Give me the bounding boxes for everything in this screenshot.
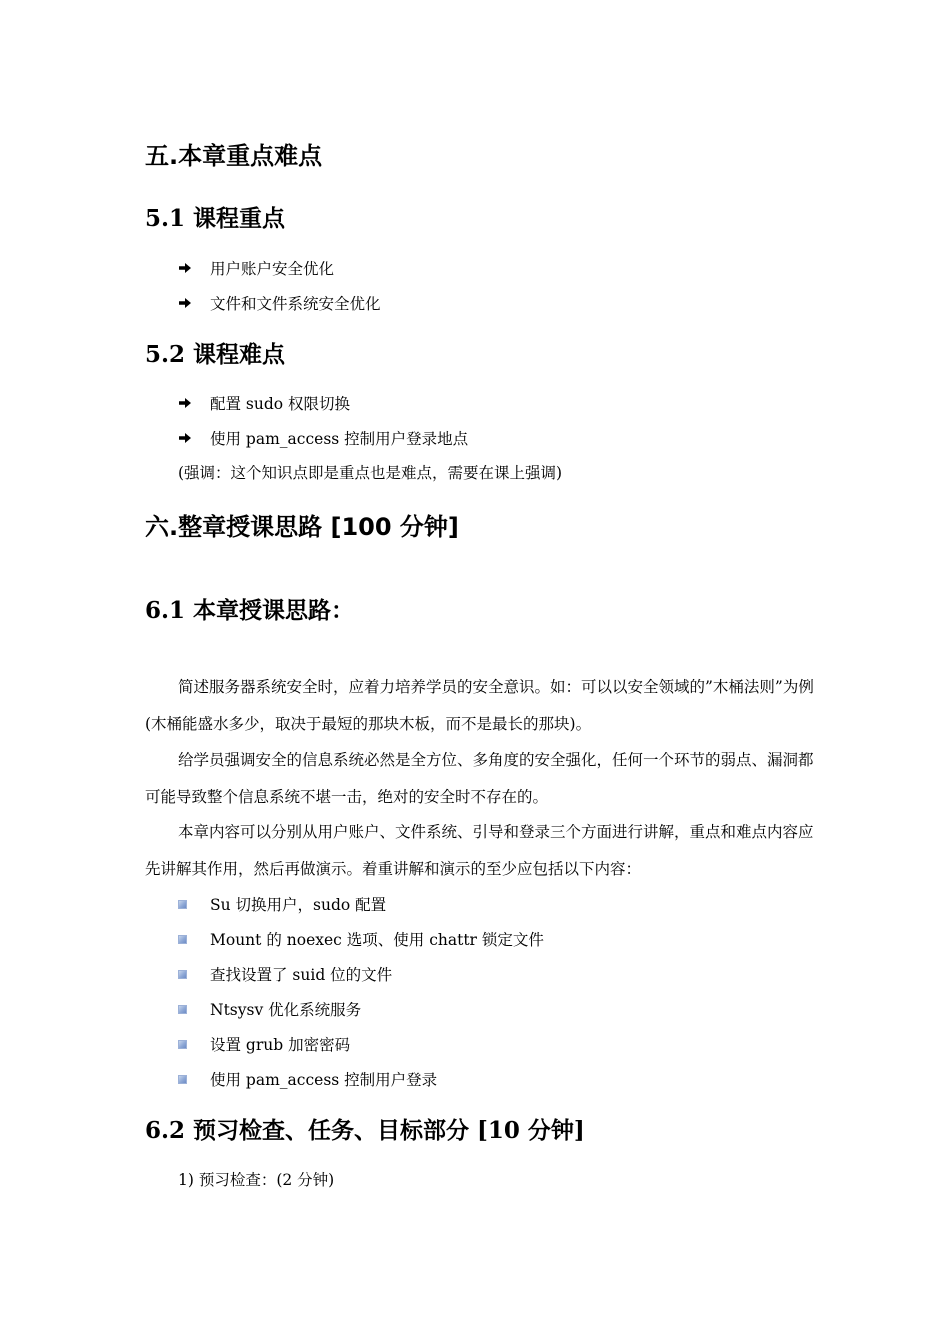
- section-5-title: 五.本章重点难点: [145, 142, 323, 170]
- preview-check-step: 1) 预习检查：(2 分钟): [178, 1171, 335, 1189]
- paragraph: 简述服务器系统安全时，应着力培养学员的安全意识。如：可以以安全领域的”木桶法则”为例(木桶能盛水多少，取决于最短的那块木板，而不是最长的那块)。: [145, 678, 814, 733]
- right-arrow-icon: [178, 296, 192, 310]
- list-item-text: Su 切换用户，sudo 配置: [210, 896, 387, 914]
- list-item-text: Mount 的 noexec 选项、使用 chattr 锁定文件: [210, 931, 544, 949]
- list-item: [178, 963, 392, 985]
- list-item: [178, 1068, 437, 1090]
- list-item-text: 使用 pam_access 控制用户登录: [210, 1071, 438, 1089]
- list-item-text: Ntsysv 优化系统服务: [210, 1001, 362, 1019]
- list-item-text: 文件和文件系统安全优化: [210, 295, 381, 313]
- section-6-2-title: 6.2 预习检查、任务、目标部分 [10 分钟]: [145, 1117, 585, 1144]
- list-item-text: 查找设置了 suid 位的文件: [210, 966, 393, 984]
- emphasis-note: (强调：这个知识点即是重点也是难点，需要在课上强调): [178, 464, 563, 482]
- square-bullet-icon: [178, 935, 187, 944]
- right-arrow-icon: [178, 261, 192, 275]
- list-item: [178, 893, 386, 915]
- square-bullet-icon: [178, 1075, 187, 1084]
- list-item: [178, 1033, 350, 1055]
- square-bullet-icon: [178, 1005, 187, 1014]
- square-bullet-icon: [178, 1040, 187, 1049]
- list-item-text: 配置 sudo 权限切换: [210, 395, 351, 413]
- paragraph: 本章内容可以分别从用户账户、文件系统、引导和登录三个方面进行讲解，重点和难点内容应先讲解其作用，然后再做演示。着重讲解和演示的至少应包括以下内容：: [145, 823, 814, 878]
- list-item-text: 用户账户安全优化: [210, 260, 335, 278]
- section-6-title: 六.整章授课思路 [100 分钟]: [145, 513, 459, 541]
- section-6-1-title: 6.1 本章授课思路：: [145, 597, 355, 624]
- list-item-text: 设置 grub 加密密码: [210, 1036, 351, 1054]
- list-item: [178, 427, 468, 449]
- list-item: [178, 998, 361, 1020]
- list-item: [178, 257, 334, 279]
- right-arrow-icon: [178, 396, 192, 410]
- section-5-2-title: 5.2 课程难点: [145, 341, 286, 368]
- list-item: [178, 292, 381, 314]
- list-item-text: 使用 pam_access 控制用户登录地点: [210, 430, 469, 448]
- paragraph: 给学员强调安全的信息系统必然是全方位、多角度的安全强化，任何一个环节的弱点、漏洞都可能导致整个信息系统不堪一击，绝对的安全时不存在的。: [145, 751, 814, 806]
- list-item: [178, 392, 350, 414]
- right-arrow-icon: [178, 431, 192, 445]
- square-bullet-icon: [178, 900, 187, 909]
- list-item: [178, 928, 544, 950]
- section-5-1-title: 5.1 课程重点: [145, 205, 286, 232]
- square-bullet-icon: [178, 970, 187, 979]
